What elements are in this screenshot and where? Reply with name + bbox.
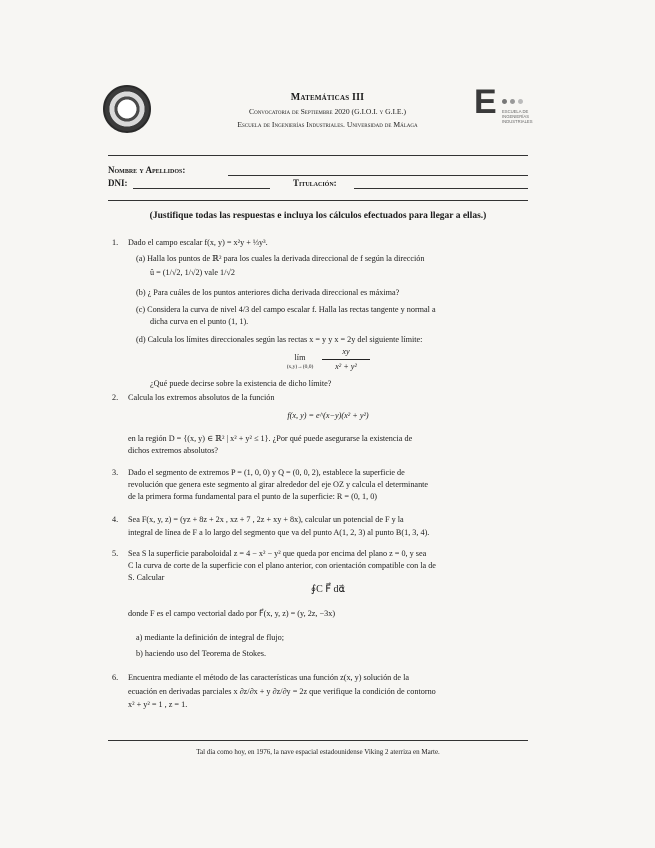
limit-subscript: (x,y)→(0,0) [286, 364, 314, 370]
q6-line3: x² + y² = 1 , z = 1. [128, 700, 188, 709]
q3-line3: de la primera forma fundamental para el punto de la superficie: R = (0, 1, 0) [128, 492, 378, 501]
school-name: Escuela de Ingenierías Industriales. Universidad de Málaga [237, 120, 418, 129]
q6-line1: Encuentra mediante el método de las características una función z(x, y) solución de la [128, 673, 409, 682]
dni-label: DNI: [108, 178, 128, 188]
titulacion-field[interactable] [354, 188, 528, 189]
limit-word: lím [294, 353, 306, 362]
university-seal-icon [103, 85, 151, 133]
q2-number: 2. [112, 393, 119, 402]
q5-line3: S. Calcular [128, 573, 165, 582]
titulacion-label: Titulación: [293, 178, 337, 188]
q6-number: 6. [112, 673, 119, 682]
q1-c-line2: dicha curva en el punto (1, 1). [150, 317, 249, 326]
q1-b: (b) ¿ Para cuáles de los puntos anteriores dicha derivada direccional es máxima? [136, 288, 400, 297]
q4-number: 4. [112, 515, 119, 524]
exam-session: Convocatoria de Septiembre 2020 (G.I.O.I. y G.I.E.) [249, 107, 406, 116]
limit-denominator: x² + y² [335, 362, 357, 371]
q1-a-line2: û = (1/√2, 1/√2) vale 1/√2 [150, 268, 235, 277]
q5-b: b) haciendo uso del Teorema de Stokes. [136, 649, 267, 658]
q5-number: 5. [112, 549, 119, 558]
q5-integral: ∮C F⃗ dα⃗ [310, 584, 346, 595]
logo-text-line: ESCUELA DE [502, 109, 529, 114]
q1-after: ¿Qué puede decirse sobre la existencia de dicho límite? [150, 379, 332, 388]
q5-field: donde F es el campo vectorial dado por F⃗(x, y, z) = (y, 2z, −3x) [128, 609, 336, 618]
q1-a-line1: (a) Halla los puntos de ℝ² para los cuales la derivada direccional de f según la dirección [136, 254, 425, 263]
q2-line2: dichos extremos absolutos? [128, 446, 219, 455]
logo-dot-icon [502, 99, 507, 104]
logo-text-line: INGENIERÍAS [502, 114, 529, 119]
q4-line1: Sea F(x, y, z) = (yz + 8z + 2x , xz + 7 , 2z + xy + 8x), calcular un potencial de F y la [128, 515, 404, 524]
name-label: Nombre y Apellidos: [108, 165, 186, 175]
q3-line2: revolución que genera este segmento al girar alrededor del eje OZ y calcula el determinante [128, 480, 429, 489]
q1-number: 1. [112, 238, 119, 247]
logo-letter: E [474, 83, 497, 121]
divider [108, 200, 528, 201]
dni-field[interactable] [133, 188, 270, 189]
q5-a: a) mediante la definición de integral de flujo; [136, 633, 284, 642]
q1-d: (d) Calcula los límites direccionales según las rectas x = y y x = 2y del siguiente límite: [136, 335, 423, 344]
q1-c-line1: (c) Considera la curva de nivel 4/3 del campo escalar f. Halla las rectas tangente y normal a [136, 305, 436, 314]
footer-note: Tal día como hoy, en 1976, la nave espacial estadounidense Viking 2 aterriza en Marte. [196, 748, 440, 756]
q5-line1: Sea S la superficie paraboloidal z = 4 − x² − y² que queda por encima del plano z = 0, y sea [128, 549, 427, 558]
q2-line1: en la región D = {(x, y) ∈ ℝ² | x² + y² ≤ 1}. ¿Por qué puede asegurarse la existencia de [128, 434, 413, 443]
logo-dot-icon [518, 99, 523, 104]
q4-line2: integral de línea de F a lo largo del segmento que va del punto A(1, 2, 3) al punto B(1, 3, 4). [128, 528, 430, 537]
divider [108, 155, 528, 156]
limit-numerator: xy [342, 347, 350, 356]
q3-number: 3. [112, 468, 119, 477]
name-field[interactable] [228, 175, 528, 176]
q5-line2: C la curva de corte de la superficie con el plano anterior, con orientación compatible con la de [128, 561, 436, 570]
school-logo-icon [466, 85, 546, 135]
q1-intro: Dado el campo escalar f(x, y) = x²y + ⅓y³. [128, 238, 268, 247]
course-title: Matemáticas III [290, 92, 365, 103]
q3-line1: Dado el segmento de extremos P = (1, 0, 0) y Q = (0, 0, 2), establece la superficie de [128, 468, 405, 477]
logo-text-line: INDUSTRIALES [502, 119, 533, 124]
fraction-bar [322, 359, 370, 360]
q2-intro: Calcula los extremos absolutos de la función [128, 393, 275, 402]
limit-expression [282, 346, 382, 376]
q2-formula: f(x, y) = e^(x−y)(x² + y²) [287, 411, 369, 420]
logo-dot-icon [510, 99, 515, 104]
instructions: (Justifique todas las respuestas e incluya los cálculos efectuados para llegar a ellas.) [149, 211, 487, 221]
footer-divider [108, 740, 528, 741]
q6-line2: ecuación en derivadas parciales x ∂z/∂x + y ∂z/∂y = 2z que verifique la condición de contorno [128, 687, 436, 696]
